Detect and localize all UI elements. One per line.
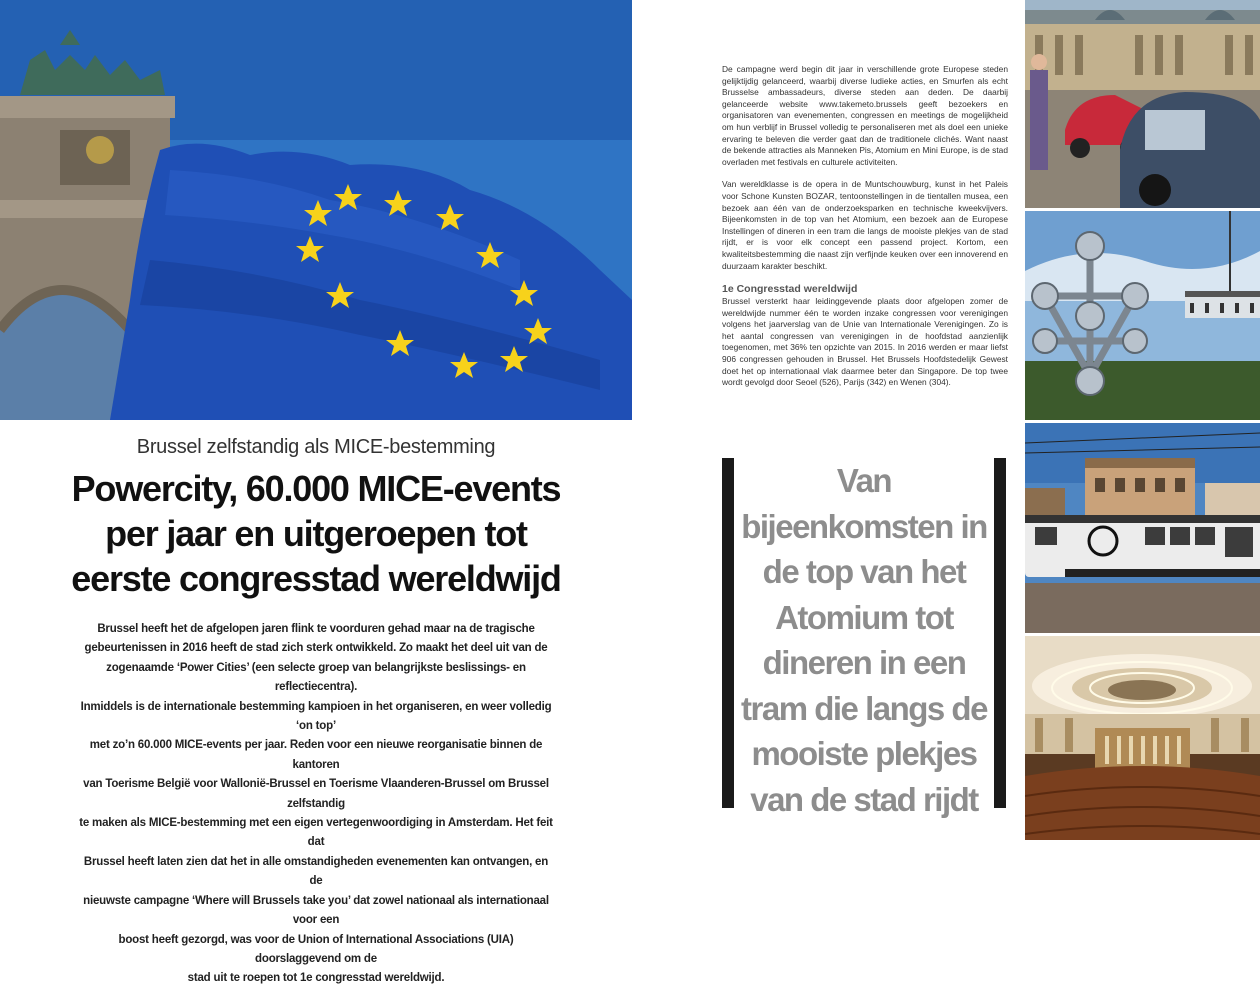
pullquote-line: dineren in een [762,644,966,681]
intro-line: met zo’n 60.000 MICE-events per jaar. Reden voor een nieuwe reorganisatie binnen de kantoren [89,739,543,771]
intro-line: Brussel heeft het de afgelopen jaren flink te voorduren gehad maar na de tragische [97,623,535,635]
eu-flag-illustration [0,0,632,420]
intro-line: te maken als MICE-bestemming met een eigen vertegenwoordiging in Amsterdam. Het feit dat [79,817,553,849]
intro-line: van Toerisme België voor Wallonië-Brussel en Toerisme Vlaanderen-Brussel om Brussel zelfstandig [83,778,549,810]
pullquote-line: mooiste plekjes [751,735,977,772]
pullquote-text [738,458,990,822]
pullquote-left-bar [722,458,734,808]
intro-line: gebeurtenissen in 2016 heeft de stad zich sterk ontwikkeld. Zo maakt het deel uit van de [84,642,548,655]
pullquote-line: de top van het [762,553,966,590]
intro-line: Brussel heeft laten zien dat het in alle omstandigheden evenementen kan ontvangen, en de [83,855,549,888]
hero-photo-eu-flag-arch [0,0,632,420]
photo-strip [1025,0,1260,840]
pullquote-line: Atomium tot [775,598,953,636]
intro-line: boost heeft gezorgd, was voor de Union of International Associations (UIA) doorslaggevend om de [118,933,514,965]
headline-line: per jaar en uitgeroepen tot [105,513,527,554]
body-paragraph: De campagne werd begin dit jaar in verschillende grote Europese steden gelijktijdig gelanceerd, waarbij diverse ludieke acties, en Smurfen als echt Brusselse ambassadeurs, diverse steden aan deden. De daarbij gelanceerde website www.takemeto.brussels geeft bezoekers en organisatoren van evenementen, congressen en meetings de mogelijkheid om hun verblijf in Brussel volledig te personaliseren met als doel een unieke ervaring te beleven die verder gaat dan de traditionele clichés. Want naast de bekende attracties als Manneken Pis, Atomium en Mini Europe, is de stad overladen met festivals en culturele activiteiten. [722,64,1008,167]
headline-line: eerste congresstad wereldwijd [71,558,561,599]
body-paragraph: Brussel versterkt haar leidinggevende plaats door afgelopen zomer de wereldwijde nummer één te worden inzake congressen voor verenigingen volgens het jaarverslag van de Unie van Internationale Verenigingen. Zo is het aantal congressen van verenigingen in de hoofdstad aanzienlijk toegenomen, met 36% ten opzichte van 2015. In 2016 werden er maar liefst 906 congressen gehouden in Brussel. Het Brussels Hoofdstedelijk Gewest doet het op internationaal vlak daarmee beter dan Singapore. De top twee wordt gevolgd door Seoel (526), Parijs (342) en Wenen (304). [722,296,1008,388]
pull-quote [722,458,1006,818]
pullquote-line: bijeenkomsten in [741,507,987,545]
pullquote-line: Van [836,462,892,499]
intro-line: nieuwste campagne ‘Where will Brussels take you’ dat zowel nationaal als internationaal voor een [83,894,549,927]
photo-royal-palace-classic-cars [1025,0,1260,208]
headline-line: Powercity, 60.000 MICE-events [71,468,561,509]
section-subheading: 1e Congresstad wereldwijd [722,283,858,296]
pullquote-right-bar [994,458,1006,808]
article-kicker: Brussel zelfstandig als MICE-bestemming [136,436,496,458]
pullquote-line: tram die langs de [741,689,987,727]
body-text-column [722,64,1008,400]
photo-atomium-dinner-in-the-sky [1025,211,1260,420]
photo-concert-hall-bozar [1025,636,1260,840]
article-intro [78,620,554,989]
intro-line: Inmiddels is de internationale bestemming kampioen in het organiseren, en weer volledig ‘on top’ [80,700,552,733]
intro-line: stad uit te roepen tot 1e congresstad wereldwijd. [187,972,445,985]
photo-tram-experience [1025,423,1260,633]
pullquote-line: van de stad rijdt [750,780,978,818]
intro-line: zogenaamde ‘Power Cities’ (een selecte groep van belangrijkste beslissings- en reflectiecentra). [106,661,526,694]
article-headline [40,466,592,601]
body-paragraph: Van wereldklasse is de opera in de Muntschouwburg, kunst in het Paleis voor Schone Kunsten BOZAR, tentoonstellingen in de tientallen musea, een bezoek aan één van de onderzoeksparken en technische kweekvijvers. Bijeenkomsten in de top van het Atomium, een bezoek aan de Europese Instellingen of dineren in een tram die langs de mooiste plekjes van de stad rijdt, er is voor elk concept een passend project. Kortom, een kwaliteitsbestemming die naast zijn verfijnde keuken over een innoverend en duurzaam karakter beschikt. [722,179,1008,271]
